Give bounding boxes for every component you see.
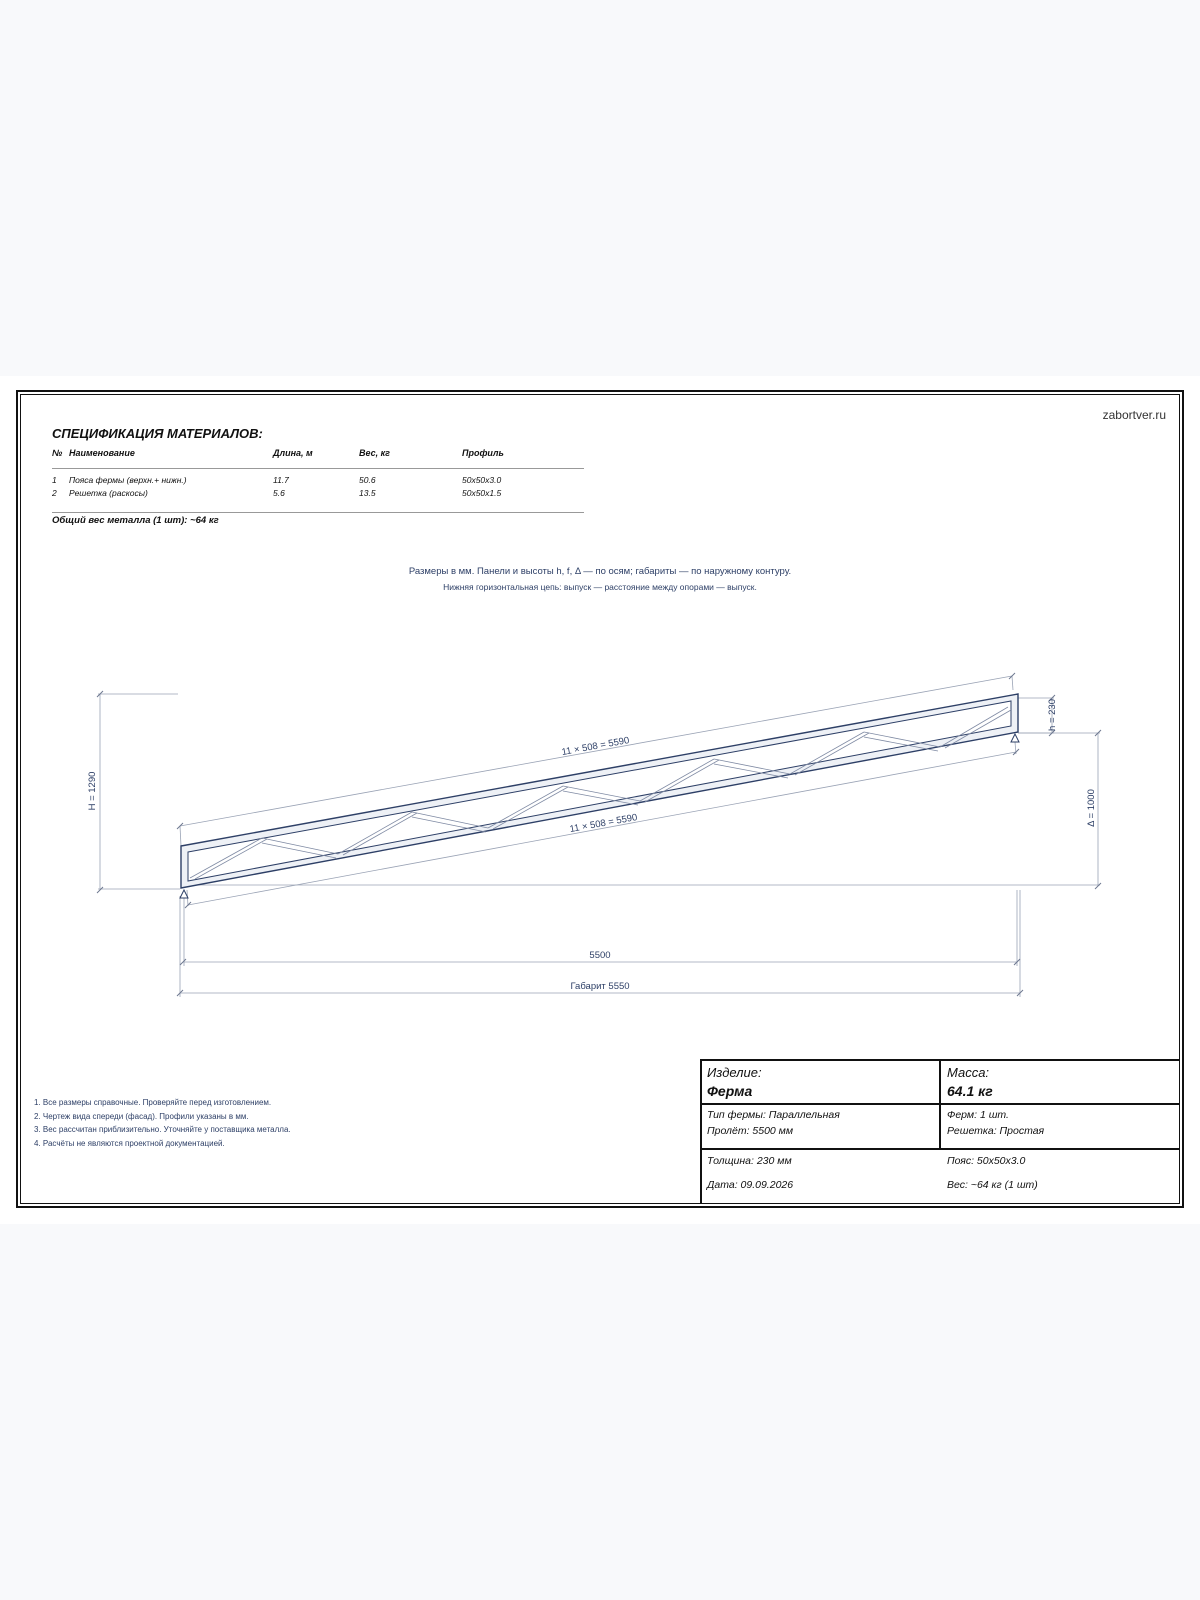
drawing-caption-1: Размеры в мм. Панели и высоты h, f, Δ — по осям; габариты — по наружному контуру. xyxy=(408,566,792,577)
top-chord-ext-left xyxy=(180,826,181,846)
tb-divider-1 xyxy=(700,1103,1180,1105)
spec-header-name: Наименование xyxy=(69,448,135,458)
bottom-chord-dim-text: 11 × 508 = 5590 xyxy=(568,812,639,836)
tb-divider-2 xyxy=(700,1148,1180,1150)
spec-header-num: № xyxy=(52,448,63,458)
drawing-caption-2: Нижняя горизонтальная цепь: выпуск — расстояние между опорами — выпуск. xyxy=(443,582,757,592)
h-dim-text: h = 230 xyxy=(1047,699,1058,731)
note-item: 3. Вес рассчитан приблизительно. Уточняйте у поставщика металла. xyxy=(34,1125,291,1135)
tb-product-label: Изделие: xyxy=(707,1065,762,1080)
spec-header-weight: Вес, кг xyxy=(359,448,390,458)
spec-header-length: Длина, м xyxy=(273,448,313,458)
span-dim-text: 5500 xyxy=(589,950,611,961)
tb-chord: Пояс: 50x50x3.0 xyxy=(947,1155,1026,1167)
delta-dim-text: Δ = 1000 xyxy=(1086,789,1097,827)
tb-truss-type: Тип фермы: Параллельная xyxy=(707,1109,840,1121)
overall-dim-text: Габарит 5550 xyxy=(570,981,630,992)
spec-cell-length: 11.7 xyxy=(273,475,289,485)
tb-span: Пролёт: 5500 мм xyxy=(707,1125,794,1137)
note-item: 4. Расчёты не являются проектной документацией. xyxy=(34,1138,225,1148)
tb-product: Ферма xyxy=(707,1083,753,1099)
tb-date: Дата: 09.09.2026 xyxy=(707,1179,794,1191)
note-item: 2. Чертеж вида спереди (фасад). Профили указаны в мм. xyxy=(34,1111,249,1121)
spec-cell-num: 1 xyxy=(52,475,57,485)
tb-mass-label: Масса: xyxy=(947,1065,990,1080)
tb-mass: 64.1 кг xyxy=(947,1083,993,1099)
spec-header-profile: Профиль xyxy=(462,448,504,458)
truss-inner-contour xyxy=(188,701,1011,881)
spec-title: СПЕЦИФИКАЦИЯ МАТЕРИАЛОВ: xyxy=(52,426,263,441)
spec-cell-profile: 50x50x3.0 xyxy=(462,475,502,485)
right-support-icon xyxy=(1011,734,1019,742)
spec-cell-name: Решетка (раскосы) xyxy=(69,488,148,498)
spec-cell-length: 5.6 xyxy=(273,488,285,498)
spec-total: Общий вес металла (1 шт): ~64 кг xyxy=(52,515,219,526)
tb-border-left xyxy=(700,1059,702,1204)
site-label: zabortver.ru xyxy=(1102,408,1166,422)
top-chord-ext-right xyxy=(1012,676,1013,690)
spec-cell-profile: 50x50x1.5 xyxy=(462,488,502,498)
spec-cell-weight: 50.6 xyxy=(359,475,376,485)
note-item: 1. Все размеры справочные. Проверяйте перед изготовлением. xyxy=(34,1098,272,1107)
H-dim-text: H = 1290 xyxy=(87,771,98,811)
top-chord-dim-text: 11 × 508 = 5590 xyxy=(560,735,631,759)
spec-cell-weight: 13.5 xyxy=(359,488,376,498)
tb-count: Ферм: 1 шт. xyxy=(947,1109,1009,1121)
spec-cell-num: 2 xyxy=(52,488,57,498)
tb-thickness: Толщина: 230 мм xyxy=(707,1155,792,1167)
tb-lattice: Решетка: Простая xyxy=(947,1125,1045,1137)
title-block xyxy=(700,1059,1180,1204)
tb-weight: Вес: ~64 кг (1 шт) xyxy=(947,1179,1038,1191)
spec-cell-name: Пояса фермы (верхн.+ нижн.) xyxy=(69,475,187,485)
notes xyxy=(34,1096,291,1150)
truss xyxy=(180,694,1019,898)
